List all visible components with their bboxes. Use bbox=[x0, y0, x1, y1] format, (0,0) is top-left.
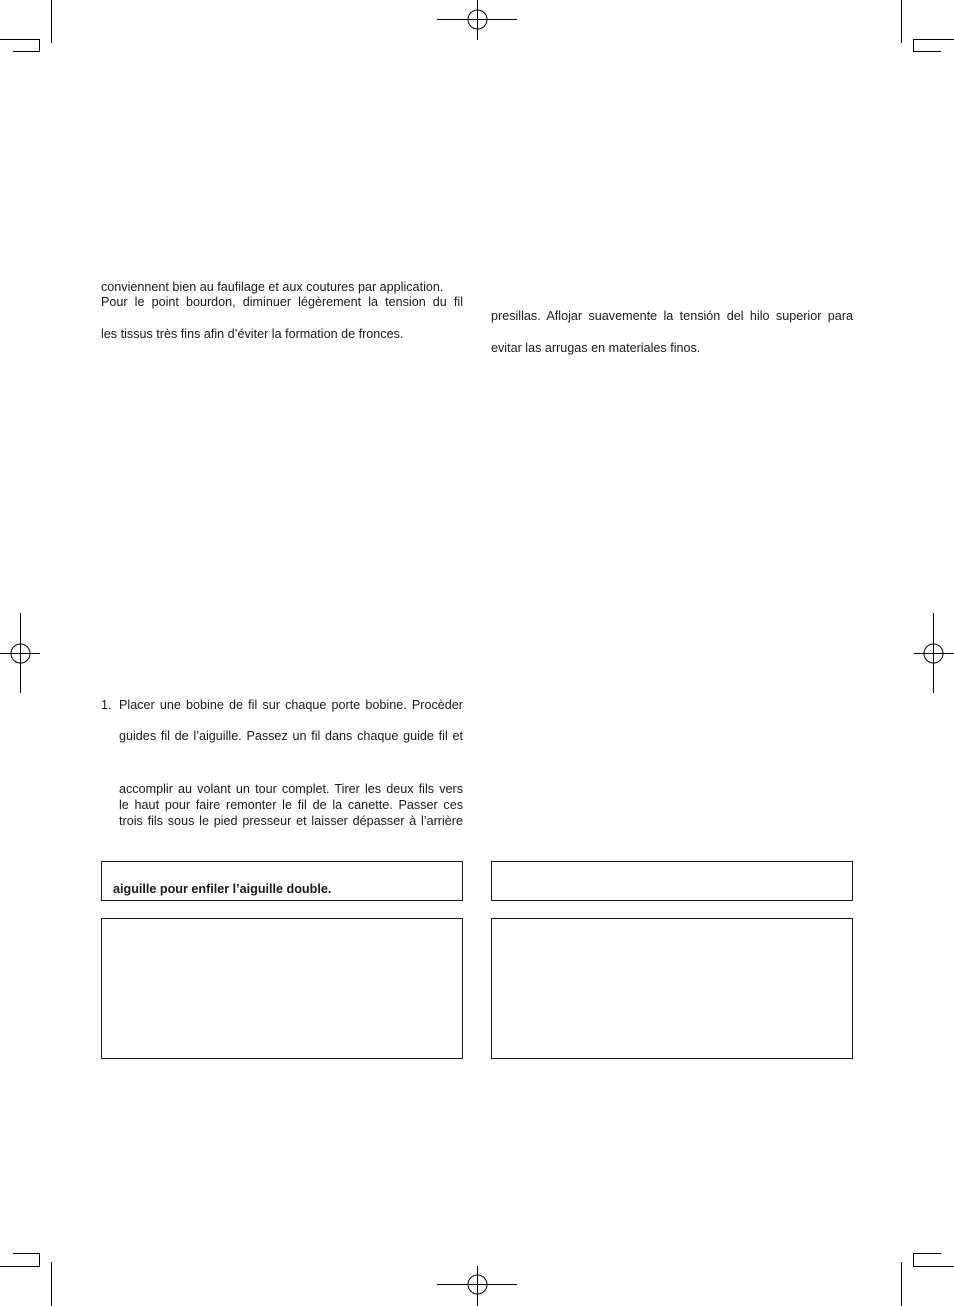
es-paragraph-line: evitar las arrugas en materiales finos. bbox=[491, 341, 701, 355]
fr-content-box bbox=[101, 918, 463, 1059]
fr-paragraph-line: conviennent bien au faufilage et aux coutures par application. bbox=[101, 280, 444, 294]
fr-note-box bbox=[101, 861, 463, 901]
fr-step-line: accomplir au volant un tour complet. Tirer les deux fils vers bbox=[119, 782, 463, 796]
registration-mark-right bbox=[912, 612, 954, 694]
fr-step-line: le haut pour faire remonter le fil de la canette. Passer ces bbox=[119, 798, 463, 812]
fr-step-line: guides fil de l’aiguille. Passez un fil dans chaque guide fil et bbox=[119, 729, 463, 743]
fr-paragraph-line: les tissus très fins afin d’éviter la formation de fronces. bbox=[101, 327, 404, 341]
es-note-box bbox=[491, 861, 853, 901]
fr-note-text: aiguille pour enfiler l’aiguille double. bbox=[113, 882, 332, 896]
registration-mark-top bbox=[436, 0, 518, 42]
fr-step-number: 1. bbox=[101, 698, 112, 712]
registration-mark-bottom bbox=[436, 1264, 518, 1306]
es-content-box bbox=[491, 918, 853, 1059]
fr-step-line: trois fils sous le pied presseur et laisser dépasser à l’arrière bbox=[119, 814, 463, 828]
registration-mark-left bbox=[0, 612, 42, 694]
es-paragraph-line: presillas. Aflojar suavemente la tensión del hilo superior para bbox=[491, 309, 853, 323]
fr-paragraph-line: Pour le point bourdon, diminuer légèrement la tension du fil bbox=[101, 295, 463, 309]
fr-step-line: Placer une bobine de fil sur chaque porte bobine. Procèder bbox=[119, 698, 463, 712]
